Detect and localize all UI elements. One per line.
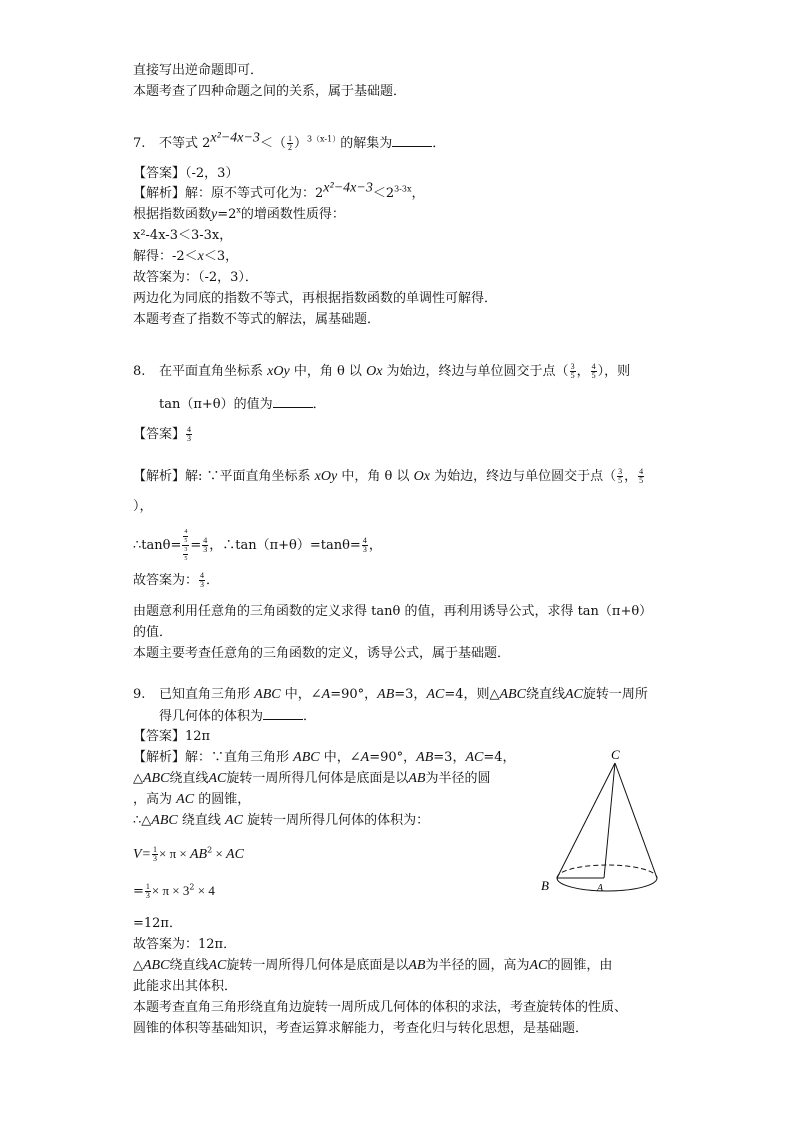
q9-answer: 【答案】12π <box>133 729 211 744</box>
cone-axis <box>604 763 615 878</box>
answer-tag: 【答案】 <box>133 427 186 442</box>
q7-answer-blank <box>392 134 432 147</box>
q9-stem: 9. 已知直角三角形 ABC 中，∠A=90°，AB=3，AC=4，则△ABC绕直线AC旋转一周所 <box>133 687 648 702</box>
q9-formula-1: V= $\frac{1}{3}$ × $\pi \times AB^2$ × AC <box>133 845 244 863</box>
cone-base-front <box>557 878 657 891</box>
q9-analysis-5: 故答案为：12π． <box>133 937 237 952</box>
label-b: B <box>541 878 549 893</box>
q7-analysis-2: 根据指数函数$y=2^x$的增函数性质得： <box>133 205 345 222</box>
q8-stem: 8. 在平面直角坐标系 xOy 中，角 θ 以 Ox 为始边，终边与单位圆交于点（ $\frac{3}{5}$ ， $\frac{4}{5}$ ），则 <box>133 362 631 380</box>
q9-formula-2: = $\frac{1}{3}$ × $\pi \times 3^2 \times 4$ <box>133 882 215 900</box>
analysis-tag: 【解析】 <box>133 750 186 765</box>
q8-analysis-5: 由题意利用任意角的三角函数的定义求得 tanθ 的值，再利用诱导公式，求得 tan（π+θ） <box>133 604 653 619</box>
q8-answer-blank <box>273 395 313 408</box>
q9-analysis-3: ，高为 AC 的圆锥， <box>133 792 251 807</box>
analysis-tag: 【解析】 <box>133 469 186 484</box>
q9-analysis-7: 此能求出其体积． <box>133 979 238 994</box>
q8-analysis-4: 故答案为： $\frac{4}{3}$ ． <box>133 571 220 589</box>
q8-analysis-7: 本题主要考查任意角的三角函数的定义，诱导公式，属于基础题． <box>133 646 511 661</box>
q7-answer: 【答案】（-2，3） <box>133 166 239 181</box>
analysis-tag: 【解析】 <box>133 186 186 201</box>
q7-analysis-6: 两边化为同底的指数不等式，再根据指数函数的单调性可解得． <box>133 291 498 306</box>
q9-analysis-4: ∴△ABC 绕直线 AC 旋转一周所得几何体的体积为： <box>133 813 430 828</box>
q7-fraction: $\frac{1}{2}$ <box>287 134 292 152</box>
q9-analysis-1: 【解析】解：∵直角三角形 ABC 中，∠A=90°，AB=3，AC=4， <box>133 750 516 765</box>
q9-analysis-2: △ABC绕直线AC旋转一周所得几何体是底面是以AB为半径的圆 <box>133 771 491 786</box>
q8-analysis-6: 的值． <box>133 625 173 640</box>
cone-left-edge <box>557 763 615 878</box>
q7-analysis-5: 故答案为：（-2，3）． <box>133 270 258 285</box>
answer-tag: 【答案】 <box>133 166 186 181</box>
q9-answer-blank <box>263 707 303 720</box>
q9-formula-3: =12π． <box>133 916 182 931</box>
q8-answer: 【答案】 $\frac{4}{3}$ <box>133 425 192 443</box>
q7-analysis-3: x²-4x-3＜3-3x， <box>133 228 233 243</box>
label-c: C <box>611 747 620 762</box>
q9-analysis-9: 圆锥的体积等基础知识，考查运算求解能力，考查化归与转化思想，是基础题． <box>133 1021 589 1036</box>
q7-number: 7. <box>133 136 146 151</box>
q9-stem-2: 得几何体的体积为 ． <box>159 709 317 724</box>
q8-analysis-2: ）， <box>133 499 153 514</box>
q8-number: 8. <box>133 364 146 379</box>
q8-analysis-1: 【解析】解: ∵平面直角坐标系 xOy 中，角 θ 以 Ox 为始边，终边与单位圆交于点（ $\frac{3}{5}$ ， $\frac{4}{5}$ <box>133 467 644 485</box>
cone-figure <box>535 745 665 900</box>
q7-stem: 7. 不等式 $2^{x^2-4x-3}<$（ $\frac{1}{2}$ ）$^{3(x-1)}$的解集为 ． <box>133 130 446 152</box>
cone-right-edge <box>615 763 657 878</box>
q7-analysis-7: 本题考查了指数不等式的解法，属基础题． <box>133 312 381 327</box>
q9-analysis-8: 本题考查直角三角形绕直角边旋转一周所成几何体的体积的求法，考查旋转体的性质、 <box>133 1000 628 1015</box>
cone-base-back <box>557 865 657 878</box>
q9-number: 9. <box>133 687 146 702</box>
q7-analysis-4: 解得：-2＜x＜3， <box>133 249 239 264</box>
label-a: A <box>597 883 604 894</box>
prev-tail-line-1: 直接写出逆命题即可． <box>133 63 264 78</box>
prev-tail-line-2: 本题考查了四种命题之间的关系，属于基础题． <box>133 84 407 99</box>
q8-analysis-3: ∴tanθ= $\frac{\frac{4}{5}}{\frac{3}{5}}$ = $\frac{4}{3}$ ，∴tan（π+θ）=tanθ= $\frac{4}{3}$ ， <box>133 529 382 562</box>
q8-stem-2: tan（π+θ）的值为 ． <box>159 397 326 412</box>
q7-analysis-1: 【解析】解：原不等式可化为：$2^{x^2-4x-3}<2^{3-3x}$， <box>133 180 425 201</box>
q9-analysis-6: △ABC绕直线AC旋转一周所得几何体是底面是以AB为半径的圆，高为AC的圆锥，由 <box>133 958 613 973</box>
answer-tag: 【答案】 <box>133 729 186 744</box>
